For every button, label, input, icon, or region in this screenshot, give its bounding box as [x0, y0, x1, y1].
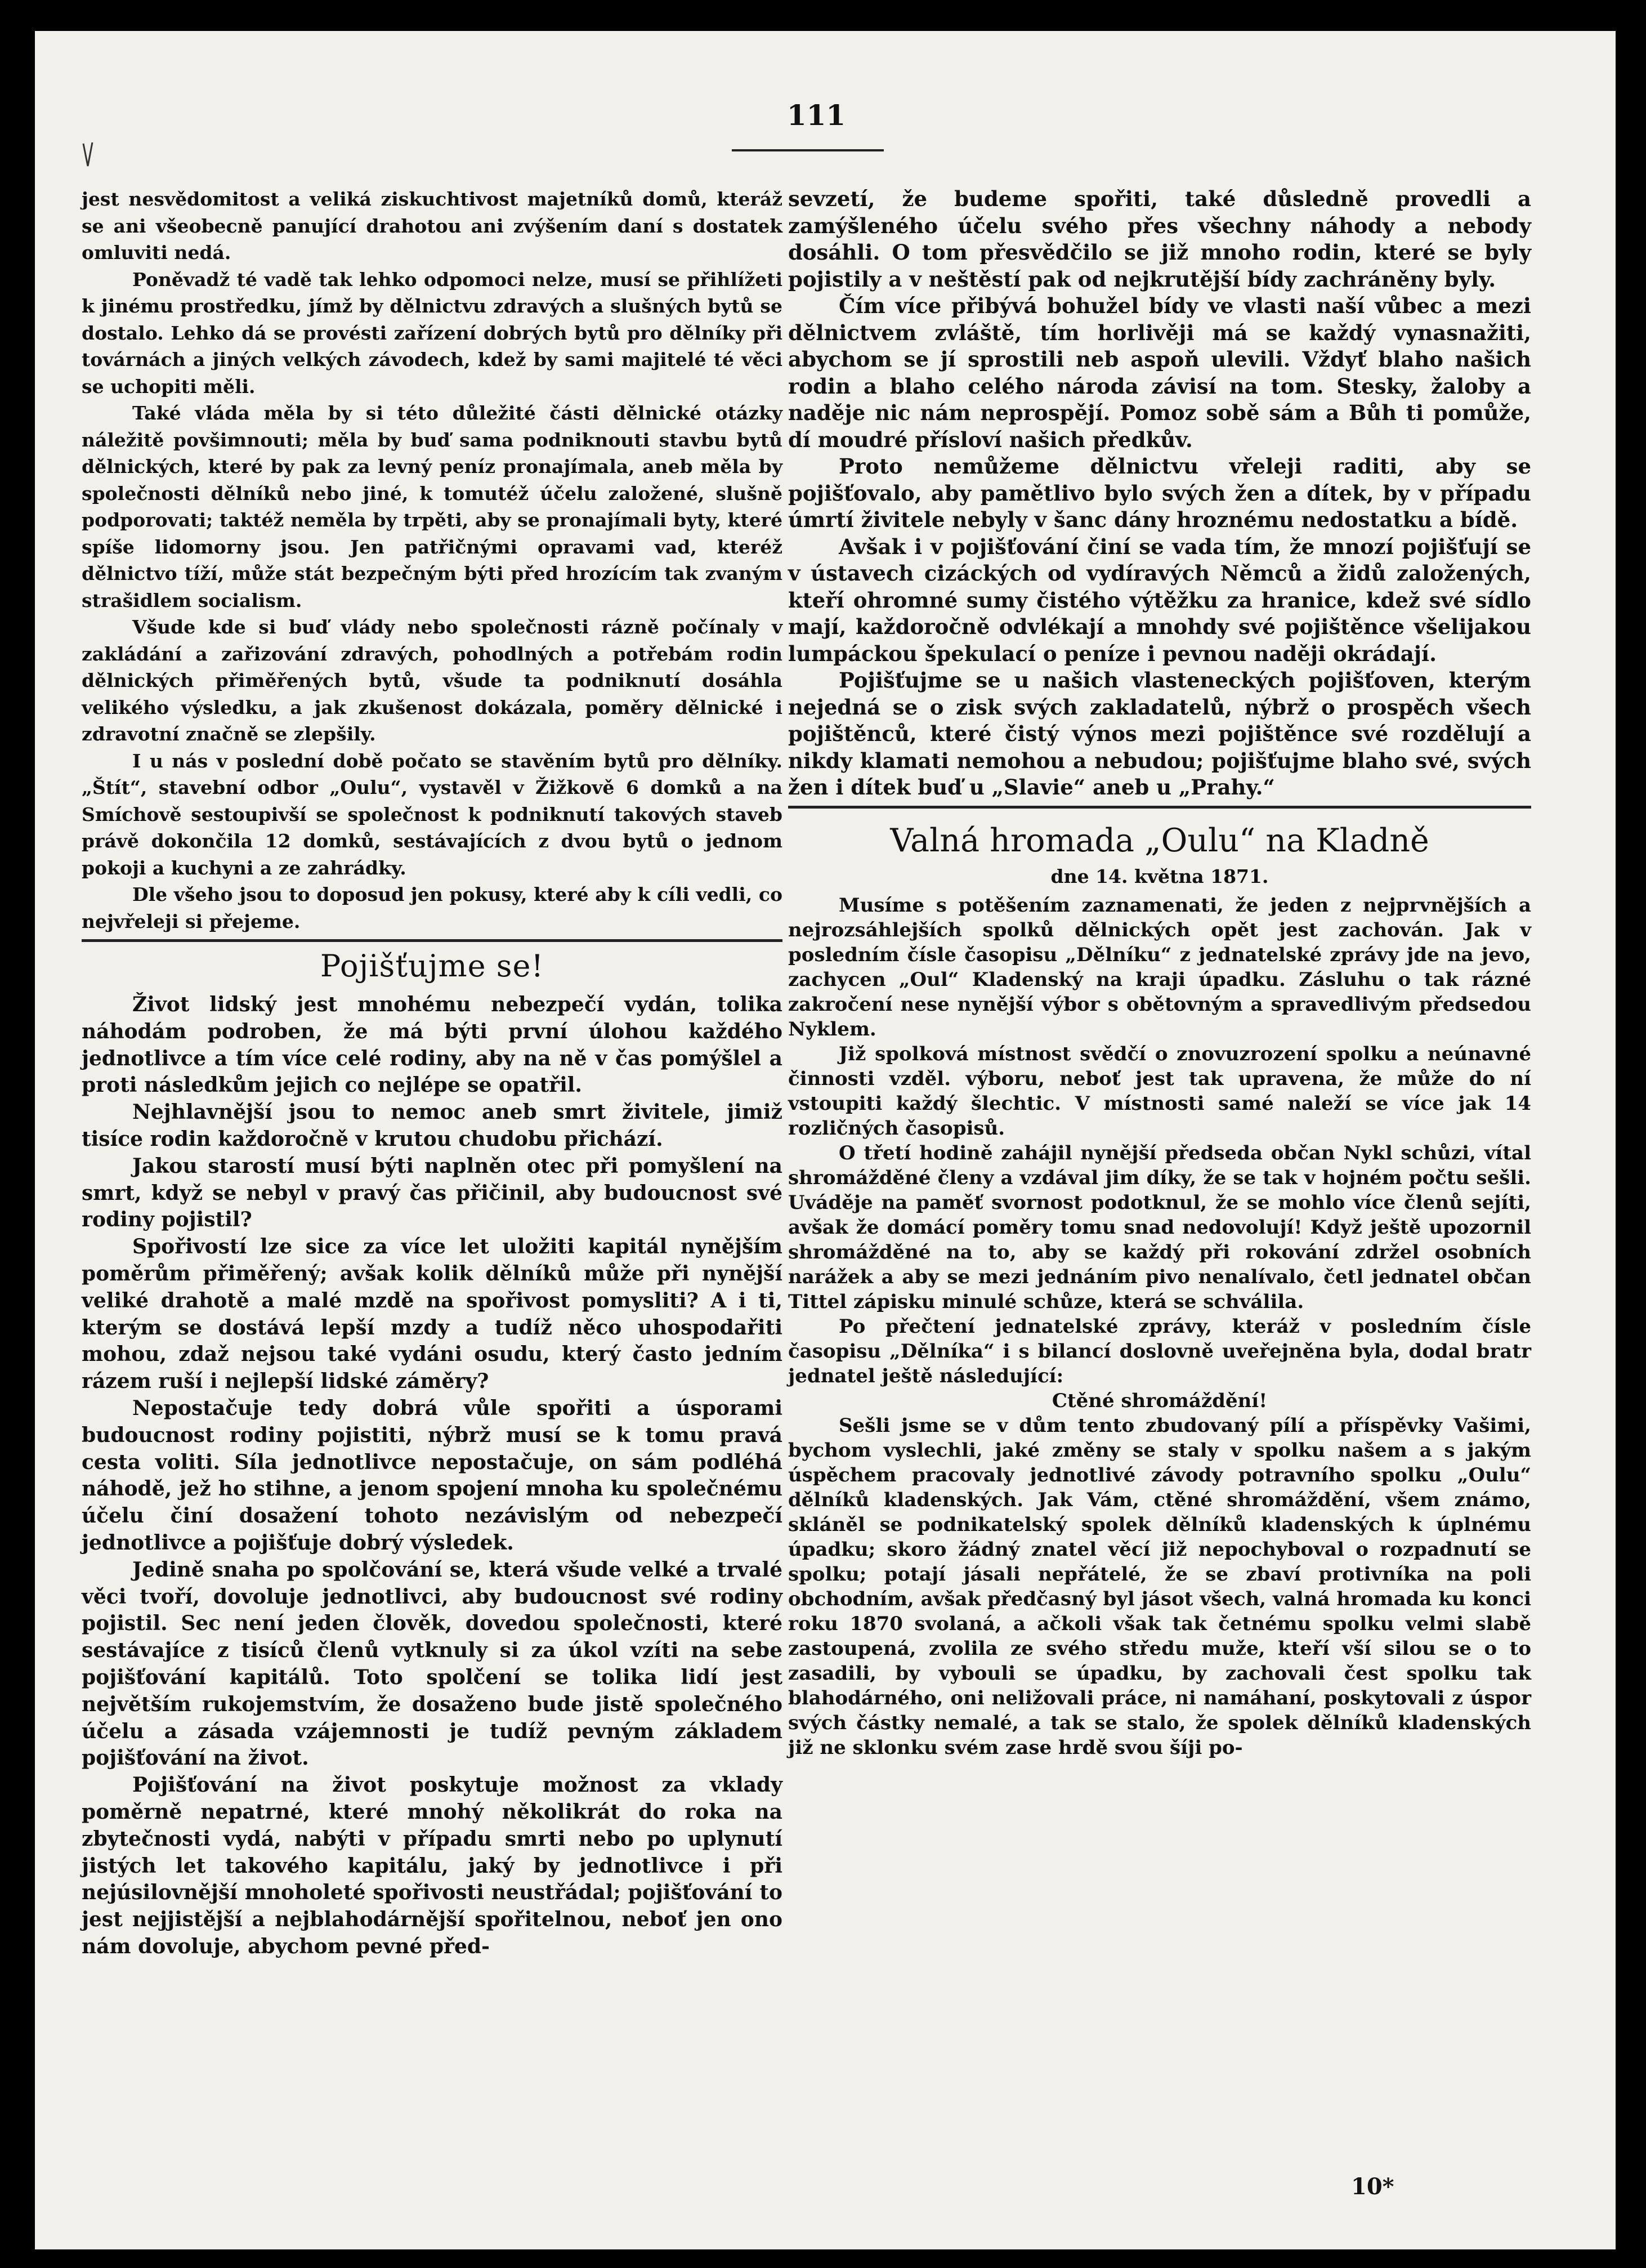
- paragraph: Všude kde si buď vlády nebo společnosti rázně počínaly v zakládání a zařizování zdravých, pohodlných a potřebám rodin dělnických přiměřených bytů, všude ta podniknutí dosáhla velikého výsledku, a jak zkušenost dokázala, poměry dělnické i zdravotní značně se zlepšily.: [82, 616, 782, 745]
- left-column: [82, 186, 782, 1961]
- paragraph: O třetí hodině zahájil nynější předseda občan Nykl schůzi, vítal shromážděné členy a vzdával jim díky, že se tak v hojném počtu sešli. Uváděje na paměť svornost podotknul, že se mohlo více členů sejíti, avšak že domácí poměry tomu snad nedovolují! Když ještě upozornil shromážděné na to, aby se každý při rokování zdržel osobních narážek a aby se mezi jednáním pivo nenalívalo, četl jednatel občan Tittel zápisku minulé schůze, která se schválila.: [788, 1141, 1531, 1313]
- paragraph: Jedině snaha po spolčování se, která všude velké a trvalé věci tvoří, dovoluje jednotlivci, aby budoucnost své rodiny pojistil. Sec není jeden člověk, dovedou společnosti, které sestávajíce z tisíců členů vytknuly si za úkol vzíti na sebe pojišťování kapitálů. Toto spolčení se tolika lidí jest největším rukojemstvím, že dosaženo bude jistě společného účelu a zásada vzájemnosti je tudíž pevným základem pojišťování na život.: [82, 1557, 782, 1770]
- section-rule: [82, 939, 782, 942]
- paragraph: Také vláda měla by si této důležité části dělnické otázky náležitě povšimnouti; měla by buď sama podniknouti stavbu bytů dělnických, které by pak za levný peníz pronajímala, aneb měla by společnosti dělníků nebo jiné, k tomutéž účelu založené, slušně podporovati; taktéž neměla by trpěti, aby se pronajímali byty, které spíše lidomorny jsou. Jen patřičnými opravami vad, kteréž dělnictvo tíží, může stát bezpečným býti před hrozícím tak zvaným strašidlem socialism.: [82, 402, 782, 611]
- paragraph: Pojišťování na život poskytuje možnost za vklady poměrně nepatrné, které mnohý několikrát do roka na zbytečnosti vydá, nabýti v případu smrti nebo po uplynutí jistých let takového kapitálu, jaký by jednotlivce i při nejúsilovnější mnoholeté spořivosti neustřádal; pojišťování to jest nejjistější a nejblahodárnější spořitelnou, neboť jen ono nám dovoluje, abychom pevné před-: [82, 1773, 782, 1958]
- section-heading-general-meeting: Valná hromada „Oulu“ na Kladně: [890, 822, 1429, 859]
- paragraph: Proto nemůžeme dělnictvu vřeleji raditi, aby se pojišťovalo, aby pamětlivo bylo svých žen a dítek, by v případu úmrtí živitele nebyly v šanc dány hroznému nedostatku a bídě.: [788, 454, 1531, 532]
- section-heading-insurance: Pojišťujme se!: [320, 948, 544, 984]
- paragraph: Poněvadž té vadě tak lehko odpomoci nelze, musí se přihlížeti k jinému prostředku, jímž by dělnictvu zdravých a slušných bytů se dostalo. Lehko dá se provésti zařízení dobrých bytů pro dělníky při továrnách a jiných velkých závodech, kdež by sami majitelé té věci se uchopiti měli.: [82, 268, 782, 398]
- paragraph: Avšak i v pojišťování činí se vada tím, že mnozí pojišťují se v ústavech cizáckých od vydíravých Němců a židů založených, kteří ohromné sumy čistého výtěžku za hranice, kdež své sídlo mají, každoročně odvlékají a mnohdy své pojištěnce všelijakou lumpáckou špekulací o peníze i pevnou naději okrádají.: [788, 534, 1531, 666]
- paragraph: Po přečtení jednatelské zprávy, kteráž v posledním čísle časopisu „Dělníka“ i s bilancí doslovně uveřejněna byla, dodal bratr jednatel ještě následující:: [788, 1315, 1531, 1387]
- right-column: [788, 186, 1531, 1760]
- paragraph: Pojišťujme se u našich vlasteneckých pojišťoven, kterým nejedná se o zisk svých zakladatelů, nýbrž o prospěch všech pojištěnců, které čistý výnos mezi pojištěnce své rozdělují a nikdy klamati nemohou a nebudou; pojišťujme blaho své, svých žen i dítek buď u „Slavie“ aneb u „Prahy.“: [788, 668, 1531, 800]
- page-number: 111: [786, 99, 846, 132]
- paragraph: Musíme s potěšením zaznamenati, že jeden z nejprvnějších a nejrozsáhlejších spolků dělnických opět jest zachován. Jak v posledním čísle časopisu „Dělníku“ z jednatelské zprávy jde na jevo, zachycen „Oul“ Kladenský na kraji úpadku. Zásluhu o tak rázné zakročení nese nynější výbor s obětovným a spravedlivým předsedou Nyklem.: [788, 894, 1531, 1041]
- paragraph: Život lidský jest mnohému nebezpečí vydán, tolika náhodám podroben, že má býti první úlohou každého jednotlivce a tím více celé rodiny, aby na ně v čas pomýšlel a proti následkům jejich co nejlépe se opatřil.: [82, 993, 782, 1097]
- paragraph: I u nás v poslední době počato se stavěním bytů pro dělníky. „Štít“, stavební odbor „Oulu“, vystavěl v Žižkově 6 domků a na Smíchově sestoupivší se společnost k podniknutí takových staveb právě dokončila 12 domků, sestávajících z dvou bytů o jednom pokoji a kuchyni a ze zahrádky.: [82, 749, 782, 879]
- paragraph: jest nesvědomitost a veliká ziskuchtivost majetníků domů, kteráž se ani všeobecně panující drahotou ani zvýšením daní s dostatek omluviti nedá.: [82, 188, 782, 264]
- paragraph: Nejhlavnější jsou to nemoc aneb smrt živitele, jimiž tisíce rodin každoročně v krutou chudobu přichází.: [82, 1100, 782, 1151]
- paragraph: Dle všeho jsou to doposud jen pokusy, které aby k cíli vedli, co nejvřeleji si přejeme.: [82, 883, 782, 932]
- salutation: Ctěné shromáždění!: [1052, 1389, 1268, 1412]
- paragraph: Čím více přibývá bohužel bídy ve vlasti naší vůbec a mezi dělnictvem zvláště, tím horlivěji má se každý vynasnažiti, abychom se jí sprostili neb aspoň ulevili. Vždyť blaho našich rodin a blaho celého národa závisí na tom. Stesky, žaloby a naděje nic nám neprospějí. Pomoz sobě sám a Bůh ti pomůže, dí moudré přísloví našich předkův.: [788, 293, 1531, 452]
- pencil-mark-icon: [80, 138, 97, 172]
- paragraph: Nepostačuje tedy dobrá vůle spořiti a úsporami budoucnost rodiny pojistiti, nýbrž musí se k tomu pravá cesta voliti. Síla jednotlivce nepostačuje, on sám podléhá náhodě, jež ho stihne, a jenom spojení mnoha ku společnému účelu činí dosažení tohoto nezávislým od nebezpečí jednotlivce a pojišťuje dobrý výsledek.: [82, 1396, 782, 1555]
- section-date: dne 14. května 1871.: [1050, 865, 1269, 887]
- paragraph: Již spolková místnost svědčí o znovuzrození spolku a neúnavné činnosti vzděl. výboru, neboť jest tak upravena, že může do ní vstoupiti každý šlechtic. V místnosti samé naleží se více jak 14 rozličných časopisů.: [788, 1042, 1531, 1140]
- section-rule: [788, 806, 1531, 809]
- header-rule: [732, 149, 884, 151]
- paragraph: Jakou starostí musí býti naplněn otec při pomyšlení na smrt, když se nebyl v pravý čas přičinil, aby budoucnost své rodiny pojistil?: [82, 1154, 782, 1232]
- paragraph: sevzetí, že budeme spořiti, také důsledně provedli a zamýšleného účelu svého přes všechny náhody a nebody dosáhli. O tom přesvědčilo se již mnoho rodin, které se byly pojistily a v neštěstí pak od nejkrutější bídy zachráněny byly.: [788, 186, 1531, 292]
- printer-signature: 10*: [1351, 2173, 1394, 2200]
- paragraph: Spořivostí lze sice za více let uložiti kapitál nynějším poměrům přiměřený; avšak kolik dělníků může při nynější veliké drahotě a malé mzdě na spořivost pomysliti? A i ti, kterým se dostává lepší mzdy a tudíž něco uhospodařiti mohou, zdaž nejsou také vydáni osudu, který často jedním rázem ruší i nejlepší lidské záměry?: [82, 1235, 782, 1394]
- paragraph: Sešli jsme se v dům tento zbudovaný pílí a příspěvky Vašimi, bychom vyslechli, jaké změny se staly v spolku našem a s jakým úspěchem pracovaly jednotlivé závody potravního spolku „Oulu“ dělníků kladenských. Jak Vám, ctěné shromáždění, všem známo, skláněl se podnikatelský spolek dělníků kladenských k úplnému úpadku; skoro žádný znatel věcí již nepochyboval o rozpadnutí se spolku; potají jásali nepřátelé, že se zbaví protivníka na poli obchodním, avšak předčasný byl jásot všech, valná hromada ku konci roku 1870 svolaná, a ačkoli však tak četnému spolku velmi slabě zastoupená, zvolila ze svého středu muže, kteří vší silou se o to zasadili, by vybouli se úpadku, by zachovali čest spolku tak blahodárného, oni neližovali práce, ni namáhaní, poskytovali z úspor svých částky nemalé, a tak se stalo, že spolek dělníků kladenských již ne sklonku svém zase hrdě svou šíji po-: [788, 1414, 1531, 1759]
